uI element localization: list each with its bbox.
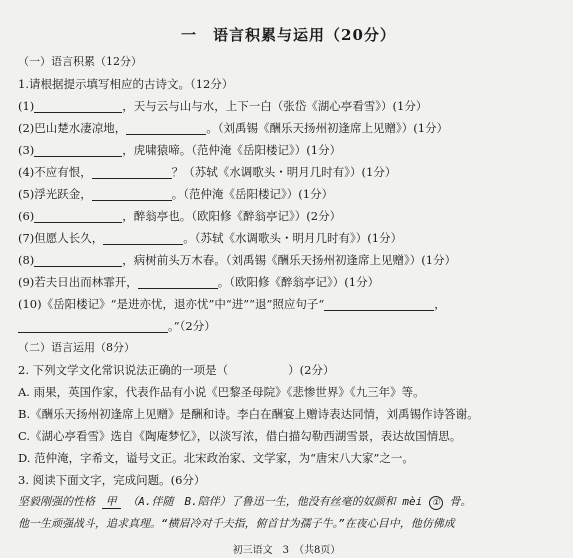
item-number: (4)	[18, 165, 35, 179]
q1-item-10-line2	[18, 319, 559, 341]
q1-10-after: 。”（2分）	[168, 319, 216, 333]
reading-text-c: 骨。	[449, 495, 472, 508]
q2-prompt-line	[18, 363, 559, 385]
item-text-before: 不应有恨，	[34, 165, 92, 179]
item-source: （欧阳修《醉翁亭记》）(1分）	[229, 275, 380, 289]
item-number: (6)	[18, 209, 35, 223]
q2-option-d: D. 范仲淹，字希文，谥号文正。北宋政治家、文学家，为“唐宋八大家”之一。	[18, 451, 414, 465]
q1-item	[18, 253, 559, 275]
item-source: （刘禹锡《酬乐天扬州初逢席上见赠》）(1分）	[217, 121, 449, 135]
page-footer: 初三语文 3 （共8页）	[232, 545, 341, 556]
answer-blank[interactable]	[103, 232, 183, 245]
q1-item	[18, 143, 559, 165]
q1-item	[18, 99, 559, 121]
reading-line-2: 他一生顽强战斗，追求真理。“横眉冷对千夫指，俯首甘为孺子牛。”在夜心目中，他仿佛成	[18, 517, 455, 530]
item-number: (2)	[18, 121, 35, 135]
q2-option-c: C.《湖心亭看雪》选自《陶庵梦忆》，以淡写浓，借白描勾勒西湖雪景，表达故国情思。	[18, 429, 462, 443]
item-source: （苏轼《水调歌头・明月几时有》）(1分）	[183, 165, 397, 179]
q1-10-text: (10)《岳阳楼记》“是进亦忧，退亦忧”中“进”“退”照应句子“	[18, 297, 325, 311]
answer-blank[interactable]	[34, 144, 122, 157]
answer-blank[interactable]	[92, 188, 172, 201]
q1-list	[18, 99, 559, 297]
q1-item	[18, 209, 559, 231]
item-number: (5)	[18, 187, 35, 201]
item-text-after: 。	[183, 231, 195, 245]
item-number: (3)	[18, 143, 35, 157]
item-text-before: 若夫日出而林霏开，	[34, 275, 138, 289]
item-text-after: ？	[171, 165, 184, 179]
reading-text-b: （A.伴随 B.陪伴）了鲁迅一生，他没有丝毫的奴颜和 mèi	[127, 495, 423, 508]
q1-item	[18, 165, 559, 187]
circle-number: ①	[429, 496, 443, 510]
q1-item	[18, 275, 559, 297]
section-title: 一 语言积累与运用（20分）	[181, 26, 396, 44]
item-text-before: 浮光跃金，	[34, 187, 92, 201]
item-number: (8)	[18, 253, 35, 267]
answer-blank[interactable]	[138, 276, 218, 289]
item-source: （范仲淹《岳阳楼记》）(1分）	[183, 187, 334, 201]
answer-blank[interactable]	[18, 320, 168, 333]
q2-option-b: B.《酬乐天扬州初逢席上见赠》是酬和诗。李白在酬宴上赠诗表达同情，刘禹锡作诗答谢。	[18, 407, 479, 421]
item-number: (1)	[18, 99, 35, 113]
item-source: （张岱《湖心亭看雪》）(1分）	[271, 99, 428, 113]
q3-prompt: 3. 阅读下面文字，完成问题。(6分）	[18, 473, 206, 487]
q1-item-10-line1	[18, 297, 559, 319]
item-number: (7)	[18, 231, 35, 245]
q1-prompt: 1.请根据提示填写相应的古诗文。（12分）	[18, 77, 234, 91]
item-text-after: ，病树前头万木春。	[122, 253, 226, 267]
item-source: （范仲淹《岳阳楼记》）(1分）	[191, 143, 342, 157]
item-text-after: ，虎啸猿啼。	[122, 143, 192, 157]
part1-heading: （一）语言积累（12分）	[18, 55, 142, 68]
q2-score: ）(2分）	[288, 363, 335, 377]
item-text-after: 。	[206, 121, 218, 135]
q2-prompt: 2. 下列文学文化常识说法正确的一项是（	[18, 363, 229, 377]
item-text-after: 。	[171, 187, 184, 201]
item-text-after: ，醉翁亭也。	[122, 209, 192, 223]
answer-blank[interactable]	[92, 166, 172, 179]
answer-blank[interactable]	[34, 254, 122, 267]
item-number: (9)	[18, 275, 35, 289]
item-text-after: 。	[217, 275, 230, 289]
item-text-before: 巴山楚水凄凉地，	[34, 121, 127, 135]
q1-item	[18, 187, 559, 209]
item-source: （苏轼《水调歌头・明月几时有》）(1分）	[194, 231, 403, 245]
q1-10-end: ，	[434, 297, 446, 311]
reading-answer-jia: 甲	[102, 495, 121, 509]
item-source: （刘禹锡《酬乐天扬州初逢席上见赠》）(1分）	[225, 253, 457, 267]
q2-option-a: A. 雨果，英国作家，代表作品有小说《巴黎圣母院》《悲惨世界》《九三年》等。	[18, 385, 425, 399]
item-source: （欧阳修《醉翁亭记》）(2分）	[191, 209, 342, 223]
reading-line-1	[18, 495, 559, 517]
item-text-after: ，天与云与山与水，上下一白	[122, 99, 272, 113]
reading-text-a: 坚毅刚强的性格	[18, 495, 95, 508]
part2-heading: （二）语言运用（8分）	[18, 341, 135, 354]
answer-blank[interactable]	[34, 210, 122, 223]
answer-blank[interactable]	[34, 100, 122, 113]
q1-item	[18, 121, 559, 143]
q1-item	[18, 231, 559, 253]
answer-blank[interactable]	[324, 298, 434, 311]
answer-blank[interactable]	[126, 122, 206, 135]
item-text-before: 但愿人长久，	[34, 231, 104, 245]
